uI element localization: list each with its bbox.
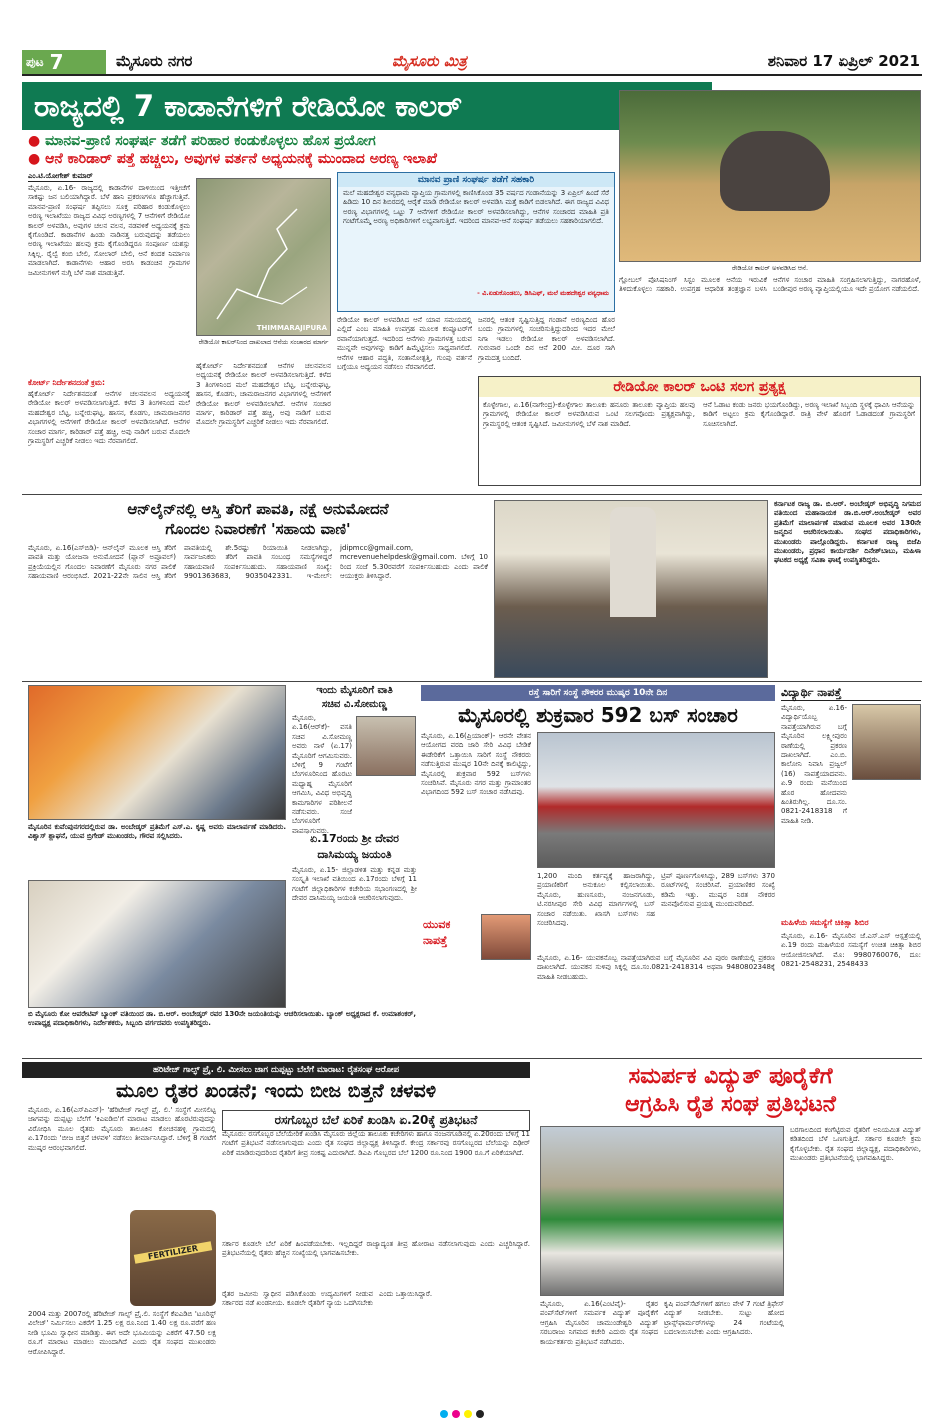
power-text-1: ಮೈಸೂರು, ಏ.16(ಎಂಟಿವೈ)- ರೈತರ ಪಂಪ್‌ಸೆಟ್‌ಗಳಿಗೆ ಸಮರ್ಪಕ ವಿದ್ಯುತ್ ಪೂರೈಕೆಗೆ ಆಗ್ರಹಿಸಿ ಮೈಸೂರಿನ ಚಾಮುಂಡೇಶ್ವರಿ ವಿದ್ಯುತ್ ಸರಬರಾಜು ನಿಗಮದ ಕಚೇರಿ ಎದುರು ರೈತ ಸಂಘದ ಕಾರ್ಯಕರ್ತರು ಪ್ರತಿಭಟನೆ ನಡೆಸಿದರು. — [540, 1300, 658, 1346]
bus-kicker: ರಸ್ತೆ ಸಾರಿಗೆ ಸಂಸ್ಥೆ ನೌಕರರ ಮುಷ್ಕರ 10ನೇ ದಿನ — [528, 688, 668, 698]
farmers-kicker-bar — [22, 1062, 530, 1078]
route-lines-icon — [197, 179, 332, 337]
youth-missing-title-2: ನಾಪತ್ತೆ — [423, 934, 448, 947]
camp-subhead: ಮಹಿಳೆಯ ಸಮಸ್ಯೆಗೆ ಚಿಕಿತ್ಸಾ ಶಿಬಿರ — [781, 918, 869, 927]
lead-headline-bar — [22, 82, 712, 130]
fertilizer-price-text-3: ರೈತರ ಜಮೀನು ಸ್ವಾಧೀನ ಪಡಿಸಿಕೊಂಡು ಉದ್ಯಮಿಗಳಿಗೆ ನೀಡುವ ಸರ್ಕಾರದ ನಡೆ ಖಂಡನೀಯ. ಕೂಡಲೇ ರೈತರಿಗೆ ನ್ಯಾಯ ಒದಗಿಸಬೇಕು ಎಂದು ಒತ್ತಾಯಿಸಿದ್ದಾರೆ. — [222, 1290, 433, 1308]
jayanthi-title-1: ಏ.17ರಂದು ಶ್ರೀ ದೇವರ — [310, 832, 399, 845]
fertilizer-bag-graphic — [130, 1210, 216, 1306]
lead-bullet-1 — [28, 133, 618, 149]
online-text: ಮೈಸೂರು, ಏ.16(ಎಸ್‌ಬಿಡಿ)- ಆನ್‌ಲೈನ್ ಮೂಲಕ ಆಸ್ತಿ ತೆರಿಗೆ ಪಾವತಿ ಮತ್ತು ಯೋಜನಾ ಅನುಮೋದನೆ (ಪ್ಲಾನ್ ಅಪ್ರೂವಲ್) ಪ್ರಕ್ರಿಯೆಯಲ್ಲಿನ ಗೊಂದಲ ನಿವಾರಣೆಗೆ ಮೈಸೂರು ನಗರ ಪಾಲಿಕೆ ಸಹಾಯವಾಣಿ ಆರಂಭಿಸಿದೆ. 2021-22ನೇ ಸಾಲಿನ ಆಸ್ತಿ ತೆರಿಗೆ ಪಾವತಿಯಲ್ಲಿ ಶೇ.5ರಷ್ಟು ರಿಯಾಯಿತಿ ನೀಡಲಾಗಿದ್ದು, ಸಾರ್ವಜನಿಕರು ತೆರಿಗೆ ಪಾವತಿ ಸಂಬಂಧ ಸಮಸ್ಯೆಗಳಿದ್ದರೆ ಸಹಾಯವಾಣಿ ಸಂಪರ್ಕಿಸಬಹುದು. ಸಹಾಯವಾಣಿ ಸಂಖ್ಯೆ: 9901363683, 9035042331. ಇ-ಮೇಲ್: jdipmcc@gmail.com, mcrevenuehelpdesk@gmail.com. ಬೆಳಿಗ್ಗೆ 10 ರಿಂದ ಸಂಜೆ 5.30ರವರೆಗೆ ಸಂಪರ್ಕಿಸಬಹುದು ಎಂದು ಪಾಲಿಕೆ ಆಯುಕ್ತರು ತಿಳಿಸಿದ್ದಾರೆ. — [28, 544, 488, 581]
bank-celebration-photo — [28, 880, 286, 1008]
info-box — [337, 172, 615, 312]
divider — [22, 681, 922, 682]
page-number-tab — [22, 50, 106, 74]
farmers-text-1: ಮೈಸೂರು, ಏ.16(ಎಸ್‌ಪಿಎನ್)- 'ಹೆರಿಟೇಜ್ ಗಾಲ್ಫ್ ಪ್ರೈ. ಲಿ.' ಸಂಸ್ಥೆಗೆ ಮೀಸಲಿಟ್ಟ ಜಾಗವನ್ನು ದುಪ್ಪಟ್ಟು ಬೆಲೆಗೆ 'ಕಿಎಐಡಿಬಿ'ಗೆ ಮಾರಾಟ ಮಾಡಲು ಹೊರಟಿರುವುದನ್ನು ವಿರೋಧಿಸಿ ಮೂಲ ರೈತರು ಮೈಸೂರು ತಾಲೂಕಿನ ಕೋಚನಹಳ್ಳಿ ಗ್ರಾಮದಲ್ಲಿ ಏ.17ರಂದು 'ಬೀಜ ಬಿತ್ತನೆ ಚಳವಳಿ' ನಡೆಸಲು ತೀರ್ಮಾನಿಸಿದ್ದಾರೆ. ಬೆಳಿಗ್ಗೆ 8 ಗಂಟೆಗೆ ಮುಷ್ಕರ ಆರಂಭವಾಗಲಿದೆ. — [28, 1106, 216, 1152]
divider — [22, 1058, 922, 1059]
fertilizer-label: FERTILIZER — [134, 1241, 212, 1263]
statue-garland-caption: ಮೈಸೂರಿನ ಕುವೆಂಪುನಗರದಲ್ಲಿರುವ ಡಾ. ಅಂಬೇಡ್ಕರ್ ಪ್ರತಿಮೆಗೆ ಎಸ್.ಎ. ಕೃಷ್ಣ ಅವರು ಮಾಲಾರ್ಪಣೆ ಮಾಡಿದರು. ವಿಶ್ವಾಸ್ ಶ್ಲಾಘನೆ, ಯುವ ಬ್ರಿಗೇಡ್ ಮುಖಂಡರು, ಗೌರವ ಸಲ್ಲಿಸಿದರು. — [28, 823, 286, 841]
divider — [22, 494, 922, 495]
lead-bullet-2 — [28, 151, 618, 167]
map-label: THIMMARAJIPURA — [256, 324, 327, 332]
bullet-1-text: ಮಾನವ-ಪ್ರಾಣಿ ಸಂಘರ್ಷ ತಡೆಗೆ ಪರಿಹಾರ ಕಂಡುಕೊಳ್ಳಲು ಹೊಸ ಪ್ರಯೋಗ — [45, 133, 376, 149]
lead-column-1: ಮೈಸೂರು, ಏ.16- ರಾಜ್ಯದಲ್ಲಿ ಕಾಡಾನೆಗಳ ದಾಳಿಯಿಂದ ಇತ್ತೀಚೆಗೆ ಸಾಕಷ್ಟು ಜನ ಬಲಿಯಾಗಿದ್ದಾರೆ. ಬೆಳೆ ಹಾನಿ ಪ್ರಕರಣಗಳೂ ಹೆಚ್ಚಾಗುತ್ತಿವೆ. ಮಾನವ-ಪ್ರಾಣಿ ಸಂಘರ್ಷ ತಪ್ಪಿಸಲು ಸೂಕ್ತ ಪರಿಹಾರ ಕಂಡುಕೊಳ್ಳಲು ಅರಣ್ಯ ಇಲಾಖೆಯು ರಾಜ್ಯದ ವಿವಿಧ ಅರಣ್ಯಗಳಲ್ಲಿ 7 ಆನೆಗಳಿಗೆ ರೇಡಿಯೋ ಕಾಲರ್ ಅಳವಡಿಸಿ, ಅವುಗಳ ಚಲನ ವಲನ, ನಡವಳಿಕೆ ಅಧ್ಯಯನಕ್ಕೆ ಕ್ರಮ ಕೈಗೊಂಡಿದೆ. ಕಾಡಾನೆಗಳ ಹಿಂಡು ನಾಡಿನತ್ತ ಬರುವುದನ್ನು ತಡೆಯಲು ಅರಣ್ಯ ಇಲಾಖೆಯು ಹಲವು ಕ್ರಮ ಕೈಗೊಂಡಿದ್ದರೂ ಸಂಪೂರ್ಣ ಯಶಸ್ಸು ಸಿಕ್ಕಿಲ್ಲ. ರೈಲ್ವೆ ಕಂಬಿ ಬೇಲಿ, ಸೋಲಾರ್ ಬೇಲಿ, ಆನೆ ಕಂದಕ ನಿರ್ಮಾಣ ಮಾಡಲಾಗಿದೆ. ಕಾಡಾನೆಗಳು ಆಹಾರ ಅರಸಿ ಕಾಡಂಚಿನ ಗ್ರಾಮಗಳ ಜಮೀನುಗಳಿಗೆ ನುಗ್ಗಿ ಬೆಳೆ ನಾಶ ಮಾಡುತ್ತಿವೆ. — [28, 184, 190, 277]
bank-caption: ಬಿ ಮೈಸೂರು ಕೋ ಆಪರೇಟಿವ್ ಬ್ಯಾಂಕ್ ವತಿಯಿಂದ ಡಾ. ಬಿ.ಆರ್. ಅಂಬೇಡ್ಕರ್ ರವರ 130ನೇ ಜಯಂತಿಯನ್ನು ಆಚರಿಸಲಾಯಿತು. ಬ್ಯಾಂಕ್ ಅಧ್ಯಕ್ಷರಾದ ಕೆ. ಉಮಾಶಂಕರ್, ಉಪಾಧ್ಯಕ್ಷ ಪದಾಧಿಕಾರಿಗಳು, ನಿರ್ದೇಶಕರು, ಸಿಬ್ಬಂದಿ ವರ್ಗದವರು ಉಪಸ್ಥಿತರಿದ್ದರು. — [28, 1010, 416, 1028]
issue-date: ಶನಿವಾರ 17 ಏಪ್ರಿಲ್ 2021 — [767, 52, 920, 70]
lead-column-4: ಜನರಲ್ಲಿ ಆತಂಕ ಸೃಷ್ಟಿಸುತ್ತಿದ್ದ ಗಂಡಾನೆ ಅರಣ್ಯದಿಂದ ಹೊರ ಬಂದು ಗ್ರಾಮಗಳಲ್ಲಿ ಸಂಚರಿಸುತ್ತಿದ್ದುದರಿಂದ ಇದರ ಮೇಲೆ ನಿಗಾ ಇಡಲು ರೇಡಿಯೋ ಕಾಲರ್ ಅಳವಡಿಸಲಾಗಿದೆ. ಗುರುವಾರ ಒಂದೇ ದಿನ ಆನೆ 200 ಮೀ. ದೂರ ಸಾಗಿ ಗ್ರಾಮದತ್ತ ಬಂದಿದೆ. — [478, 316, 615, 362]
subhead-court: ಕೋರ್ಟ್ ನಿರ್ದೇಶನದಂತೆ ಕ್ರಮ: — [28, 378, 105, 387]
bullet-2-text: ಆನೆ ಕಾರಿಡಾರ್ ಪತ್ತೆ ಹಚ್ಚಲು, ಅವುಗಳ ವರ್ತನೆ ಅಧ್ಯಯನಕ್ಕೆ ಮುಂದಾದ ಅರಣ್ಯ ಇಲಾಖೆ — [45, 151, 437, 167]
lead-column-5: ಗ್ಲೋಬಲ್ ಪೊಸಿಷನಿಂಗ್ ಸಿಸ್ಟಂ ಮೂಲಕ ಆನೆಯ ಇರುವಿಕೆ ತಿಳಿದುಕೊಳ್ಳಲು ಸಹಕಾರಿ. ಉಪಗ್ರಹ ಆಧಾರಿತ ತಂತ್ರಜ್ಞಾನ ಬಳಸಿ ಆನೆಗಳ ಸಂಚಾರ ಮಾಹಿತಿ ಸಂಗ್ರಹಿಸಲಾಗುತ್ತಿದ್ದು, ನಾಗರಹೊಳೆ, ಬಂಡೀಪುರ ಅರಣ್ಯ ವ್ಯಾಪ್ತಿಯಲ್ಲಿಯೂ ಇದೇ ಪ್ರಯೋಗ ನಡೆಯಲಿದೆ. — [619, 276, 921, 294]
ambedkar-statue-photo — [494, 500, 768, 678]
online-headline-1: ಆನ್‌ಲೈನ್‌ನಲ್ಲಿ ಆಸ್ತಿ ತೆರಿಗೆ ಪಾವತಿ, ನಕ್ಷೆ ಅನುಮೋದನೆ — [127, 500, 389, 518]
lead-column-3: ರೇಡಿಯೋ ಕಾಲರ್ ಅಳವಡಿಸಿದ ಆನೆ ಯಾವ ಸಮಯದಲ್ಲಿ ಎಲ್ಲಿದೆ ಎಂಬ ಮಾಹಿತಿ ಉಪಗ್ರಹ ಮೂಲಕ ಕಂಪ್ಯೂಟರ್‌ಗೆ ರವಾನೆಯಾಗುತ್ತದೆ. ಇದರಿಂದ ಆನೆಗಳು ಗ್ರಾಮಗಳತ್ತ ಬರುವ ಮುನ್ನವೇ ಅವುಗಳನ್ನು ಕಾಡಿಗೆ ಹಿಮ್ಮೆಟ್ಟಿಸಲು ಸಾಧ್ಯವಾಗಲಿದೆ. ಆನೆಗಳ ಆಹಾರ ಪದ್ಧತಿ, ಸಂತಾನೋತ್ಪತ್ತಿ, ಗುಂಪು ವರ್ತನೆ ಬಗ್ಗೆಯೂ ಅಧ್ಯಯನ ನಡೆಸಲು ನೆರವಾಗಲಿದೆ. — [337, 316, 472, 372]
minister-text: ಮೈಸೂರು, ಏ.16(ಆರ್‌ಕೆ)- ವಸತಿ ಸಚಿವ ವಿ.ಸೋಮಣ್ಣ ಅವರು ನಾಳೆ (ಏ.17) ಮೈಸೂರಿಗೆ ಆಗಮಿಸುವರು. ಬೆಳಿಗ್ಗೆ 9 ಗಂಟೆಗೆ ಬೆಂಗಳೂರಿನಿಂದ ಹೊರಟು ಮಧ್ಯಾಹ್ನ ಮೈಸೂರಿಗೆ ಆಗಮಿಸಿ, ವಿವಿಧ ಅಭಿವೃದ್ಧಿ ಕಾಮಗಾರಿಗಳ ಪರಿಶೀಲನೆ ನಡೆಸುವರು. ಸಂಜೆ ಬೆಂಗಳೂರಿಗೆ ವಾಪಸ್ಸಾಗುವರು. — [292, 714, 352, 834]
masthead: ಮೈಸೂರು ಮಿತ್ರ — [392, 52, 467, 70]
elephant-shape — [720, 131, 830, 211]
protest-photo — [540, 1126, 784, 1296]
lead-column-1b: ಹೈಕೋರ್ಟ್ ನಿರ್ದೇಶನದಂತೆ ಆನೆಗಳ ಚಲನವಲನ ಅಧ್ಯಯನಕ್ಕೆ ರೇಡಿಯೋ ಕಾಲರ್ ಅಳವಡಿಸಲಾಗುತ್ತಿದೆ. ಕಳೆದ 3 ತಿಂಗಳಿನಿಂದ ಮಲೆ ಮಹದೇಶ್ವರ ಬೆಟ್ಟ, ಬನ್ನೇರುಘಟ್ಟ, ಹಾಸನ, ಕೊಡಗು, ಚಾಮರಾಜನಗರ ವಿಭಾಗಗಳಲ್ಲಿ ಆನೆಗಳಿಗೆ ರೇಡಿಯೋ ಕಾಲರ್ ಅಳವಡಿಸಲಾಗಿದೆ. ಆನೆಗಳ ಸಂಚಾರ ಮಾರ್ಗ, ಕಾರಿಡಾರ್ ಪತ್ತೆ ಹಚ್ಚಿ, ಅವು ನಾಡಿಗೆ ಬರುವ ಮೊದಲೇ ಗ್ರಾಮಸ್ಥರಿಗೆ ಎಚ್ಚರಿಕೆ ನೀಡಲು ಇದು ನೆರವಾಗಲಿದೆ. — [28, 390, 190, 446]
statue-shape — [610, 507, 656, 617]
radio-collar-title: ರೇಡಿಯೋ ಕಾಲರ್ ಒಂಟಿ ಸಲಗ ಪ್ರತ್ಯಕ್ಷ — [479, 377, 920, 397]
student-photo — [852, 704, 921, 780]
farmers-kicker: ಹರಿಟೇಜ್ ಗಾಲ್ಫ್ ಪ್ರೈ. ಲಿ. ಮೀಸಲು ಜಾಗ ದುಪ್ಪಟ್ಟು ಬೆಲೆಗೆ ಮಾರಾಟ: ರೈತಸಂಘ ಆರೋಪ — [152, 1065, 400, 1075]
power-headline-2: ಆಗ್ರಹಿಸಿ ರೈತ ಸಂಘ ಪ್ರತಿಭಟನೆ — [625, 1092, 836, 1117]
lead-headline: ರಾಜ್ಯದಲ್ಲಿ 7 ಕಾಡಾನೆಗಳಿಗೆ ರೇಡಿಯೋ ಕಾಲರ್ — [34, 89, 462, 123]
lead-column-2: ಹೈಕೋರ್ಟ್ ನಿರ್ದೇಶನದಂತೆ ಆನೆಗಳ ಚಲನವಲನ ಅಧ್ಯಯನಕ್ಕೆ ರೇಡಿಯೋ ಕಾಲರ್ ಅಳವಡಿಸಲಾಗುತ್ತಿದೆ. ಕಳೆದ 3 ತಿಂಗಳಿನಿಂದ ಮಲೆ ಮಹದೇಶ್ವರ ಬೆಟ್ಟ, ಬನ್ನೇರುಘಟ್ಟ, ಹಾಸನ, ಕೊಡಗು, ಚಾಮರಾಜನಗರ ವಿಭಾಗಗಳಲ್ಲಿ ಆನೆಗಳಿಗೆ ರೇಡಿಯೋ ಕಾಲರ್ ಅಳವಡಿಸಲಾಗಿದೆ. ಆನೆಗಳ ಸಂಚಾರ ಮಾರ್ಗ, ಕಾರಿಡಾರ್ ಪತ್ತೆ ಹಚ್ಚಿ, ಅವು ನಾಡಿಗೆ ಬರುವ ಮೊದಲೇ ಗ್ರಾಮಸ್ಥರಿಗೆ ಎಚ್ಚರಿಕೆ ನೀಡಲು ಇದು ನೆರವಾಗಲಿದೆ. — [196, 362, 331, 427]
camp-text: ಮೈಸೂರು, ಏ.16- ಮೈಸೂರಿನ ಜೆ.ಎಸ್.ಎಸ್ ಆಸ್ಪತ್ರೆಯಲ್ಲಿ ಏ.19 ರಂದು ಮಹಿಳೆಯರ ಸಮಸ್ಯೆಗೆ ಉಚಿತ ಚಿಕಿತ್ಸಾ ಶಿಬಿರ ಆಯೋಜಿಸಲಾಗಿದೆ. ಮೊ: 9980760076, ದೂ: 0821-2548231, 2548433 — [781, 932, 921, 969]
bus-stand-photo — [537, 732, 775, 868]
fertilizer-price-headline: ರಸಗೊಬ್ಬರ ಬೆಲೆ ಏರಿಕೆ ಖಂಡಿಸಿ ಏ.20ಕ್ಕೆ ಪ್ರತಿಭಟನೆ — [222, 1110, 530, 1131]
bullet-dot-icon: ● — [28, 133, 41, 149]
youth-missing-text: ಮೈಸೂರು, ಏ.16- ಯುವಕನೊಬ್ಬ ನಾಪತ್ತೆಯಾಗಿರುವ ಬಗ್ಗೆ ಮೈಸೂರಿನ ವಿವಿ ಪುರಂ ಠಾಣೆಯಲ್ಲಿ ಪ್ರಕರಣ ದಾಖಲಾಗಿದೆ. ಯುವಕನ ಸುಳಿವು ಸಿಕ್ಕಲ್ಲಿ ದೂ.ಸಂ.0821-2418314 ಅಥವಾ 9480802348ಕ್ಕೆ ಮಾಹಿತಿ ನೀಡಬಹುದು. — [537, 954, 775, 981]
power-text-2: ಕೃಷಿ ಪಂಪ್‌ಸೆಟ್‌ಗಳಿಗೆ ಹಗಲು ವೇಳೆ 7 ಗಂಟೆ ತ್ರಿಫೇಸ್ ವಿದ್ಯುತ್ ನೀಡಬೇಕು. ಸುಟ್ಟು ಹೋದ ಟ್ರಾನ್ಸ್‌ಫಾರ್ಮರ್‌ಗಳನ್ನು 24 ಗಂಟೆಯಲ್ಲಿ ಬದಲಾಯಿಸಬೇಕು ಎಂದು ಆಗ್ರಹಿಸಿದರು. — [664, 1300, 784, 1337]
bus-kicker-bar — [421, 685, 775, 701]
bus-text-1: ಮೈಸೂರು, ಏ.16(ಪ್ರಿಯಾಂಕ್)- ಆರನೇ ವೇತನ ಆಯೋಗದ ವರದಿ ಜಾರಿ ಸೇರಿ ವಿವಿಧ ಬೇಡಿಕೆ ಈಡೇರಿಕೆಗೆ ಒತ್ತಾಯಿಸಿ ಸಾರಿಗೆ ಸಂಸ್ಥೆ ನೌಕರರು ನಡೆಸುತ್ತಿರುವ ಮುಷ್ಕರ 10ನೇ ದಿನಕ್ಕೆ ಕಾಲಿಟ್ಟಿದ್ದು, ಮೈಸೂರಲ್ಲಿ ಶುಕ್ರವಾರ 592 ಬಸ್‌ಗಳು ಸಂಚರಿಸಿವೆ. ಮೈಸೂರು ನಗರ ಮತ್ತು ಗ್ರಾಮಾಂತರ ವಿಭಾಗದಿಂದ 592 ಬಸ್ ಸಂಚಾರ ನಡೆಸಿದವು. — [421, 732, 531, 797]
info-box-text: ಮಲೆ ಮಹದೇಶ್ವರ ವನ್ಯಧಾಮ ವ್ಯಾಪ್ತಿಯ ಗ್ರಾಮಗಳಲ್ಲಿ ಕಾಣಿಸಿಕೊಂಡ 35 ವರ್ಷದ ಗಂಡಾನೆಯನ್ನು 3 ಏಪ್ರಿಲ್ ಹಿಂದೆ ಸೆರೆ ಹಿಡಿದು 10 ದಿನ ಶಿಬಿರದಲ್ಲಿ ಆರೈಕೆ ಮಾಡಿ ರೇಡಿಯೋ ಕಾಲರ್ ಅಳವಡಿಸಿ ಮತ್ತೆ ಕಾಡಿಗೆ ಬಿಡಲಾಗಿದೆ. ಈಗ ರಾಜ್ಯದ ವಿವಿಧ ಅರಣ್ಯ ವಿಭಾಗಗಳಲ್ಲಿ ಒಟ್ಟು 7 ಆನೆಗಳಿಗೆ ರೇಡಿಯೋ ಕಾಲರ್ ಅಳವಡಿಸಲಾಗಿದ್ದು, ಆನೆಗಳ ಸಂಚಾರದ ಮಾಹಿತಿ ಪ್ರತಿ ಗಂಟೆಗೊಮ್ಮೆ ಅರಣ್ಯ ಅಧಿಕಾರಿಗಳಿಗೆ ಲಭ್ಯವಾಗುತ್ತಿದೆ. ಇದರಿಂದ ಮಾನವ-ಆನೆ ಸಂಘರ್ಷ ತಡೆಯಲು ಸಹಕಾರಿಯಾಗಲಿದೆ. — [343, 189, 609, 226]
color-registration-marks — [440, 1410, 510, 1418]
info-box-sign: - ವಿ.ಏಡುಕೊಂಡಲು, ಡಿಸಿಎಫ್, ಮಲೆ ಮಹದೇಶ್ವರ ವನ್ಯಧಾಮ — [477, 289, 609, 297]
info-box-title: ಮಾನವ ಪ್ರಾಣಿ ಸಂಘರ್ಷ ತಡೆಗೆ ಸಹಕಾರಿ — [338, 173, 614, 187]
farmers-text-2: 2004 ಮತ್ತು 2007ರಲ್ಲಿ ಹೆರಿಟೇಜ್ ಗಾಲ್ಫ್ ಪ್ರೈ.ಲಿ. ಸಂಸ್ಥೆಗೆ ಕೆಐಎಡಿಬಿ 'ಟೂರಿಸ್ಟ್ ವಿಲೇಜ್' ನಿರ್ಮಿಸಲು ಎಕರೆಗೆ 1.25 ಲಕ್ಷ ರೂ.ನಿಂದ 1.40 ಲಕ್ಷ ರೂ.ವರೆಗೆ ಹಣ ನೀಡಿ ಭೂಮಿ ಸ್ವಾಧೀನ ಮಾಡಿತ್ತು. ಈಗ ಅದೇ ಭೂಮಿಯನ್ನು ಎಕರೆಗೆ 47.50 ಲಕ್ಷ ರೂ.ಗೆ ಮಾರಾಟ ಮಾಡಲು ಮುಂದಾಗಿದೆ ಎಂದು ರೈತ ಸಂಘದ ಮುಖಂಡರು ಆರೋಪಿಸಿದ್ದಾರೆ. — [28, 1310, 216, 1356]
elephant-photo — [619, 90, 921, 262]
ambedkar-text: ಕರ್ನಾಟಕ ರಾಜ್ಯ ಡಾ. ಬಿ.ಆರ್. ಅಂಬೇಡ್ಕರ್ ಅಭಿವೃದ್ಧಿ ನಿಗಮದ ವತಿಯಿಂದ ಮಹಾನಾಯಕ ಡಾ.ಬಿ.ಆರ್.ಅಂಬೇಡ್ಕರ್ ಅವರ ಪ್ರತಿಮೆಗೆ ಮಾಲಾರ್ಪಣೆ ಮಾಡುವ ಮೂಲಕ ಅವರ 130ನೇ ಜನ್ಮದಿನ ಆಚರಿಸಲಾಯಿತು. ಸಂಘದ ಪದಾಧಿಕಾರಿಗಳು, ಮುಖಂಡರು ಪಾಲ್ಗೊಂಡಿದ್ದರು. ಕರ್ನಾಟಕ ರಾಜ್ಯ ಬಿಜೆಪಿ ಮುಖಂಡರು, ಪ್ರಧಾನ ಕಾರ್ಯದರ್ಶಿ ದಿನೇಶ್‌ಬಾಬು, ಮಹಿಳಾ ಘಟಕದ ಅಧ್ಯಕ್ಷೆ ಸವಿತಾ ಘಾಟ್ಕೆ ಉಪಸ್ಥಿತರಿದ್ದರು. — [774, 500, 921, 565]
elephant-caption: ರೇಡಿಯೋ ಕಾಲರ್ ಅಳವಡಿಸಿದ ಆನೆ. — [731, 264, 809, 272]
fertilizer-price-text-2: ಸರ್ಕಾರ ಕೂಡಲೇ ಬೆಲೆ ಏರಿಕೆ ಹಿಂಪಡೆಯಬೇಕು. ಇಲ್ಲದಿದ್ದರೆ ರಾಜ್ಯಾದ್ಯಂತ ತೀವ್ರ ಹೋರಾಟ ನಡೆಸಲಾಗುವುದು ಎಂದು ಎಚ್ಚರಿಸಿದ್ದಾರೆ. ಪ್ರತಿಭಟನೆಯಲ್ಲಿ ರೈತರು ಹೆಚ್ಚಿನ ಸಂಖ್ಯೆಯಲ್ಲಿ ಭಾಗವಹಿಸಬೇಕು. — [222, 1240, 530, 1258]
minister-title-2: ಸಚಿವ ವಿ.ಸೋಮಣ್ಣ — [321, 699, 388, 710]
radio-collar-text-1: ಕೊಳ್ಳೇಗಾಲ, ಏ.16(ನಾಗೇಂದ್ರ)-ಕೊಳ್ಳೇಗಾಲ ತಾಲೂಕು ಹನೂರು ತಾಲೂಕು ವ್ಯಾಪ್ತಿಯ ಹಲವು ಗ್ರಾಮಗಳಲ್ಲಿ ರೇಡಿಯೋ ಕಾಲರ್ ಅಳವಡಿಸಿರುವ ಒಂಟಿ ಸಲಗವೊಂದು ಪ್ರತ್ಯಕ್ಷವಾಗಿದ್ದು, ಗ್ರಾಮಸ್ಥರಲ್ಲಿ ಆತಂಕ ಸೃಷ್ಟಿಸಿದೆ. ಜಮೀನುಗಳಲ್ಲಿ ಬೆಳೆ ನಾಶ ಮಾಡಿದೆ. — [483, 401, 695, 428]
radio-collar-text-2: ಆನೆ ಓಡಾಟ ಕಂಡು ಜನರು ಭಯಗೊಂಡಿದ್ದು, ಅರಣ್ಯ ಇಲಾಖೆ ಸಿಬ್ಬಂದಿ ಸ್ಥಳಕ್ಕೆ ಧಾವಿಸಿ ಆನೆಯನ್ನು ಕಾಡಿಗೆ ಅಟ್ಟಲು ಕ್ರಮ ಕೈಗೊಂಡಿದ್ದಾರೆ. ರಾತ್ರಿ ವೇಳೆ ಹೊರಗೆ ಓಡಾಡದಂತೆ ಗ್ರಾಮಸ್ಥರಿಗೆ ಸೂಚಿಸಲಾಗಿದೆ. — [703, 401, 915, 428]
youth-photo — [481, 914, 531, 960]
page-header — [22, 50, 922, 76]
byline: ಎಂ.ಟಿ.ಯೋಗೇಶ್ ಕುಮಾರ್ — [28, 172, 93, 180]
jayanthi-title-2: ದಾಸಿಮಯ್ಯ ಜಯಂತಿ — [317, 848, 392, 861]
page-label: ಪುಟ — [26, 54, 44, 69]
radio-collar-box — [478, 376, 921, 486]
youth-missing-title-1: ಯುವಕ — [423, 918, 451, 931]
page-number: 7 — [49, 50, 64, 74]
student-missing-text: ಮೈಸೂರು, ಏ.16-ವಿದ್ಯಾರ್ಥಿಯೊಬ್ಬ ನಾಪತ್ತೆಯಾಗಿರುವ ಬಗ್ಗೆ ಮೈಸೂರಿನ ಲಕ್ಷ್ಮೀಪುರಂ ಠಾಣೆಯಲ್ಲಿ ಪ್ರಕರಣ ದಾಖಲಾಗಿದೆ. ಎಂ.ಬಿ. ಕಾಲೋನಿ ನಿವಾಸಿ ಪ್ರಜ್ವಲ್ (16) ನಾಪತ್ತೆಯಾದವನು. ಏ.9 ರಂದು ಮನೆಯಿಂದ ಹೊರ ಹೋದವನು ಹಿಂತಿರುಗಿಲ್ಲ. ದೂ.ಸಂ. 0821-2418318 ಗೆ ಮಾಹಿತಿ ನೀಡಿ. — [781, 704, 847, 825]
jayanthi-text: ಮೈಸೂರು, ಏ.15- ಜಿಲ್ಲಾಡಳಿತ ಮತ್ತು ಕನ್ನಡ ಮತ್ತು ಸಂಸ್ಕೃತಿ ಇಲಾಖೆ ವತಿಯಿಂದ ಏ.17ರಂದು ಬೆಳಿಗ್ಗೆ 11 ಗಂಟೆಗೆ ಜಿಲ್ಲಾಧಿಕಾರಿಗಳ ಕಚೇರಿಯ ಸಭಾಂಗಣದಲ್ಲಿ ಶ್ರೀ ದೇವರ ದಾಸಿಮಯ್ಯ ಜಯಂತಿ ಆಚರಿಸಲಾಗುವುದು. — [292, 866, 417, 903]
power-headline-1: ಸಮರ್ಪಕ ವಿದ್ಯುತ್ ಪೂರೈಕೆಗೆ — [628, 1064, 833, 1089]
bus-text-3: ಟ್ರಿಪ್ ಪೂರ್ಣಗೊಳಿಸಿದ್ದು, 289 ಬಸ್‌ಗಳು 370 ರೂಟ್‌ಗಳಲ್ಲಿ ಸಂಚರಿಸಿವೆ. ಪ್ರಯಾಣಿಕರ ಸಂಖ್ಯೆ ಕಡಿಮೆ ಇತ್ತು. ಮುಷ್ಕರ ನಿರತ ನೌಕರರ ಮನವೊಲಿಸುವ ಪ್ರಯತ್ನ ಮುಂದುವರಿದಿದೆ. — [661, 872, 775, 909]
minister-title-1: ಇಂದು ಮೈಸೂರಿಗೆ ವಾತಿ — [316, 685, 393, 696]
power-text-side: ಬರಗಾಲದಿಂದ ಕಂಗೆಟ್ಟಿರುವ ರೈತರಿಗೆ ಅನಿಯಮಿತ ವಿದ್ಯುತ್ ಕಡಿತದಿಂದ ಬೆಳೆ ಒಣಗುತ್ತಿದೆ. ಸರ್ಕಾರ ಕೂಡಲೇ ಕ್ರಮ ಕೈಗೊಳ್ಳಬೇಕು. ರೈತ ಸಂಘದ ಜಿಲ್ಲಾಧ್ಯಕ್ಷ, ಪದಾಧಿಕಾರಿಗಳು, ಮುಖಂಡರು ಪ್ರತಿಭಟನೆಯಲ್ಲಿ ಭಾಗವಹಿಸಿದ್ದರು. — [790, 1126, 921, 1163]
section-name: ಮೈಸೂರು ನಗರ — [116, 52, 193, 70]
farmers-headline: ಮೂಲ ರೈತರ ಖಂಡನೆ; ಇಂದು ಬೀಜ ಬಿತ್ತನೆ ಚಳವಳಿ — [115, 1080, 437, 1102]
map-caption: ರೇಡಿಯೋ ಕಾಲರ್‌ನಿಂದ ದಾಖಲಾದ ಆನೆಯ ಸಂಚಾರದ ಮಾರ್ಗ — [198, 338, 329, 346]
minister-photo — [356, 716, 416, 776]
online-headline-2: ಗೊಂದಲ ನಿವಾರಣೆಗೆ 'ಸಹಾಯ ವಾಣಿ' — [165, 520, 351, 538]
bus-text-2: 1,200 ಮಂದಿ ಕರ್ತವ್ಯಕ್ಕೆ ಹಾಜರಾಗಿದ್ದು, ಪ್ರಯಾಣಿಕರಿಗೆ ಅನುಕೂಲ ಕಲ್ಪಿಸಲಾಯಿತು. ಮೈಸೂರು, ಹುಣಸೂರು, ನಂಜನಗೂಡು, ಟಿ.ನರಸೀಪುರ ಸೇರಿ ವಿವಿಧ ಮಾರ್ಗಗಳಲ್ಲಿ ಬಸ್ ಸಂಚಾರ ನಡೆಯಿತು. ಖಾಸಗಿ ಬಸ್‌ಗಳು ಸಹ ಸಂಚರಿಸಿದವು. — [537, 872, 655, 928]
fertilizer-price-text-1: ಮೈಸೂರು: ರಸಗೊಬ್ಬರ ಬೆಲೆಯೇರಿಕೆ ಖಂಡಿಸಿ ಮೈಸೂರು ಜಿಲ್ಲೆಯ ತಾಲೂಕು ಕಚೇರಿಗಳು ಹಾಗೂ ನಂಜನಗೂಡಿನಲ್ಲಿ ಏ.20ರಂದು ಬೆಳಿಗ್ಗೆ 11 ಗಂಟೆಗೆ ಪ್ರತಿಭಟನೆ ನಡೆಸಲಾಗುವುದು ಎಂದು ರೈತ ಸಂಘದ ಜಿಲ್ಲಾಧ್ಯಕ್ಷ ತಿಳಿಸಿದ್ದಾರೆ. ಕೇಂದ್ರ ಸರ್ಕಾರವು ರಸಗೊಬ್ಬರದ ಬೆಲೆಯನ್ನು ದಿಢೀರ್ ಏರಿಕೆ ಮಾಡಿರುವುದರಿಂದ ರೈತರಿಗೆ ತೀವ್ರ ಸಂಕಷ್ಟ ಎದುರಾಗಿದೆ. ಡಿಎಪಿ ಗೊಬ್ಬರದ ಬೆಲೆ 1200 ರೂ.ನಿಂದ 1900 ರೂ.ಗೆ ಏರಿಕೆಯಾಗಿದೆ. — [222, 1130, 530, 1157]
statue-garland-photo — [28, 685, 286, 820]
route-map — [196, 178, 331, 336]
bullet-dot-icon: ● — [28, 151, 41, 167]
student-missing-title: ವಿದ್ಯಾರ್ಥಿ ನಾಪತ್ತೆ — [781, 686, 921, 701]
bus-headline: ಮೈಸೂರಲ್ಲಿ ಶುಕ್ರವಾರ 592 ಬಸ್ ಸಂಚಾರ — [458, 703, 738, 727]
